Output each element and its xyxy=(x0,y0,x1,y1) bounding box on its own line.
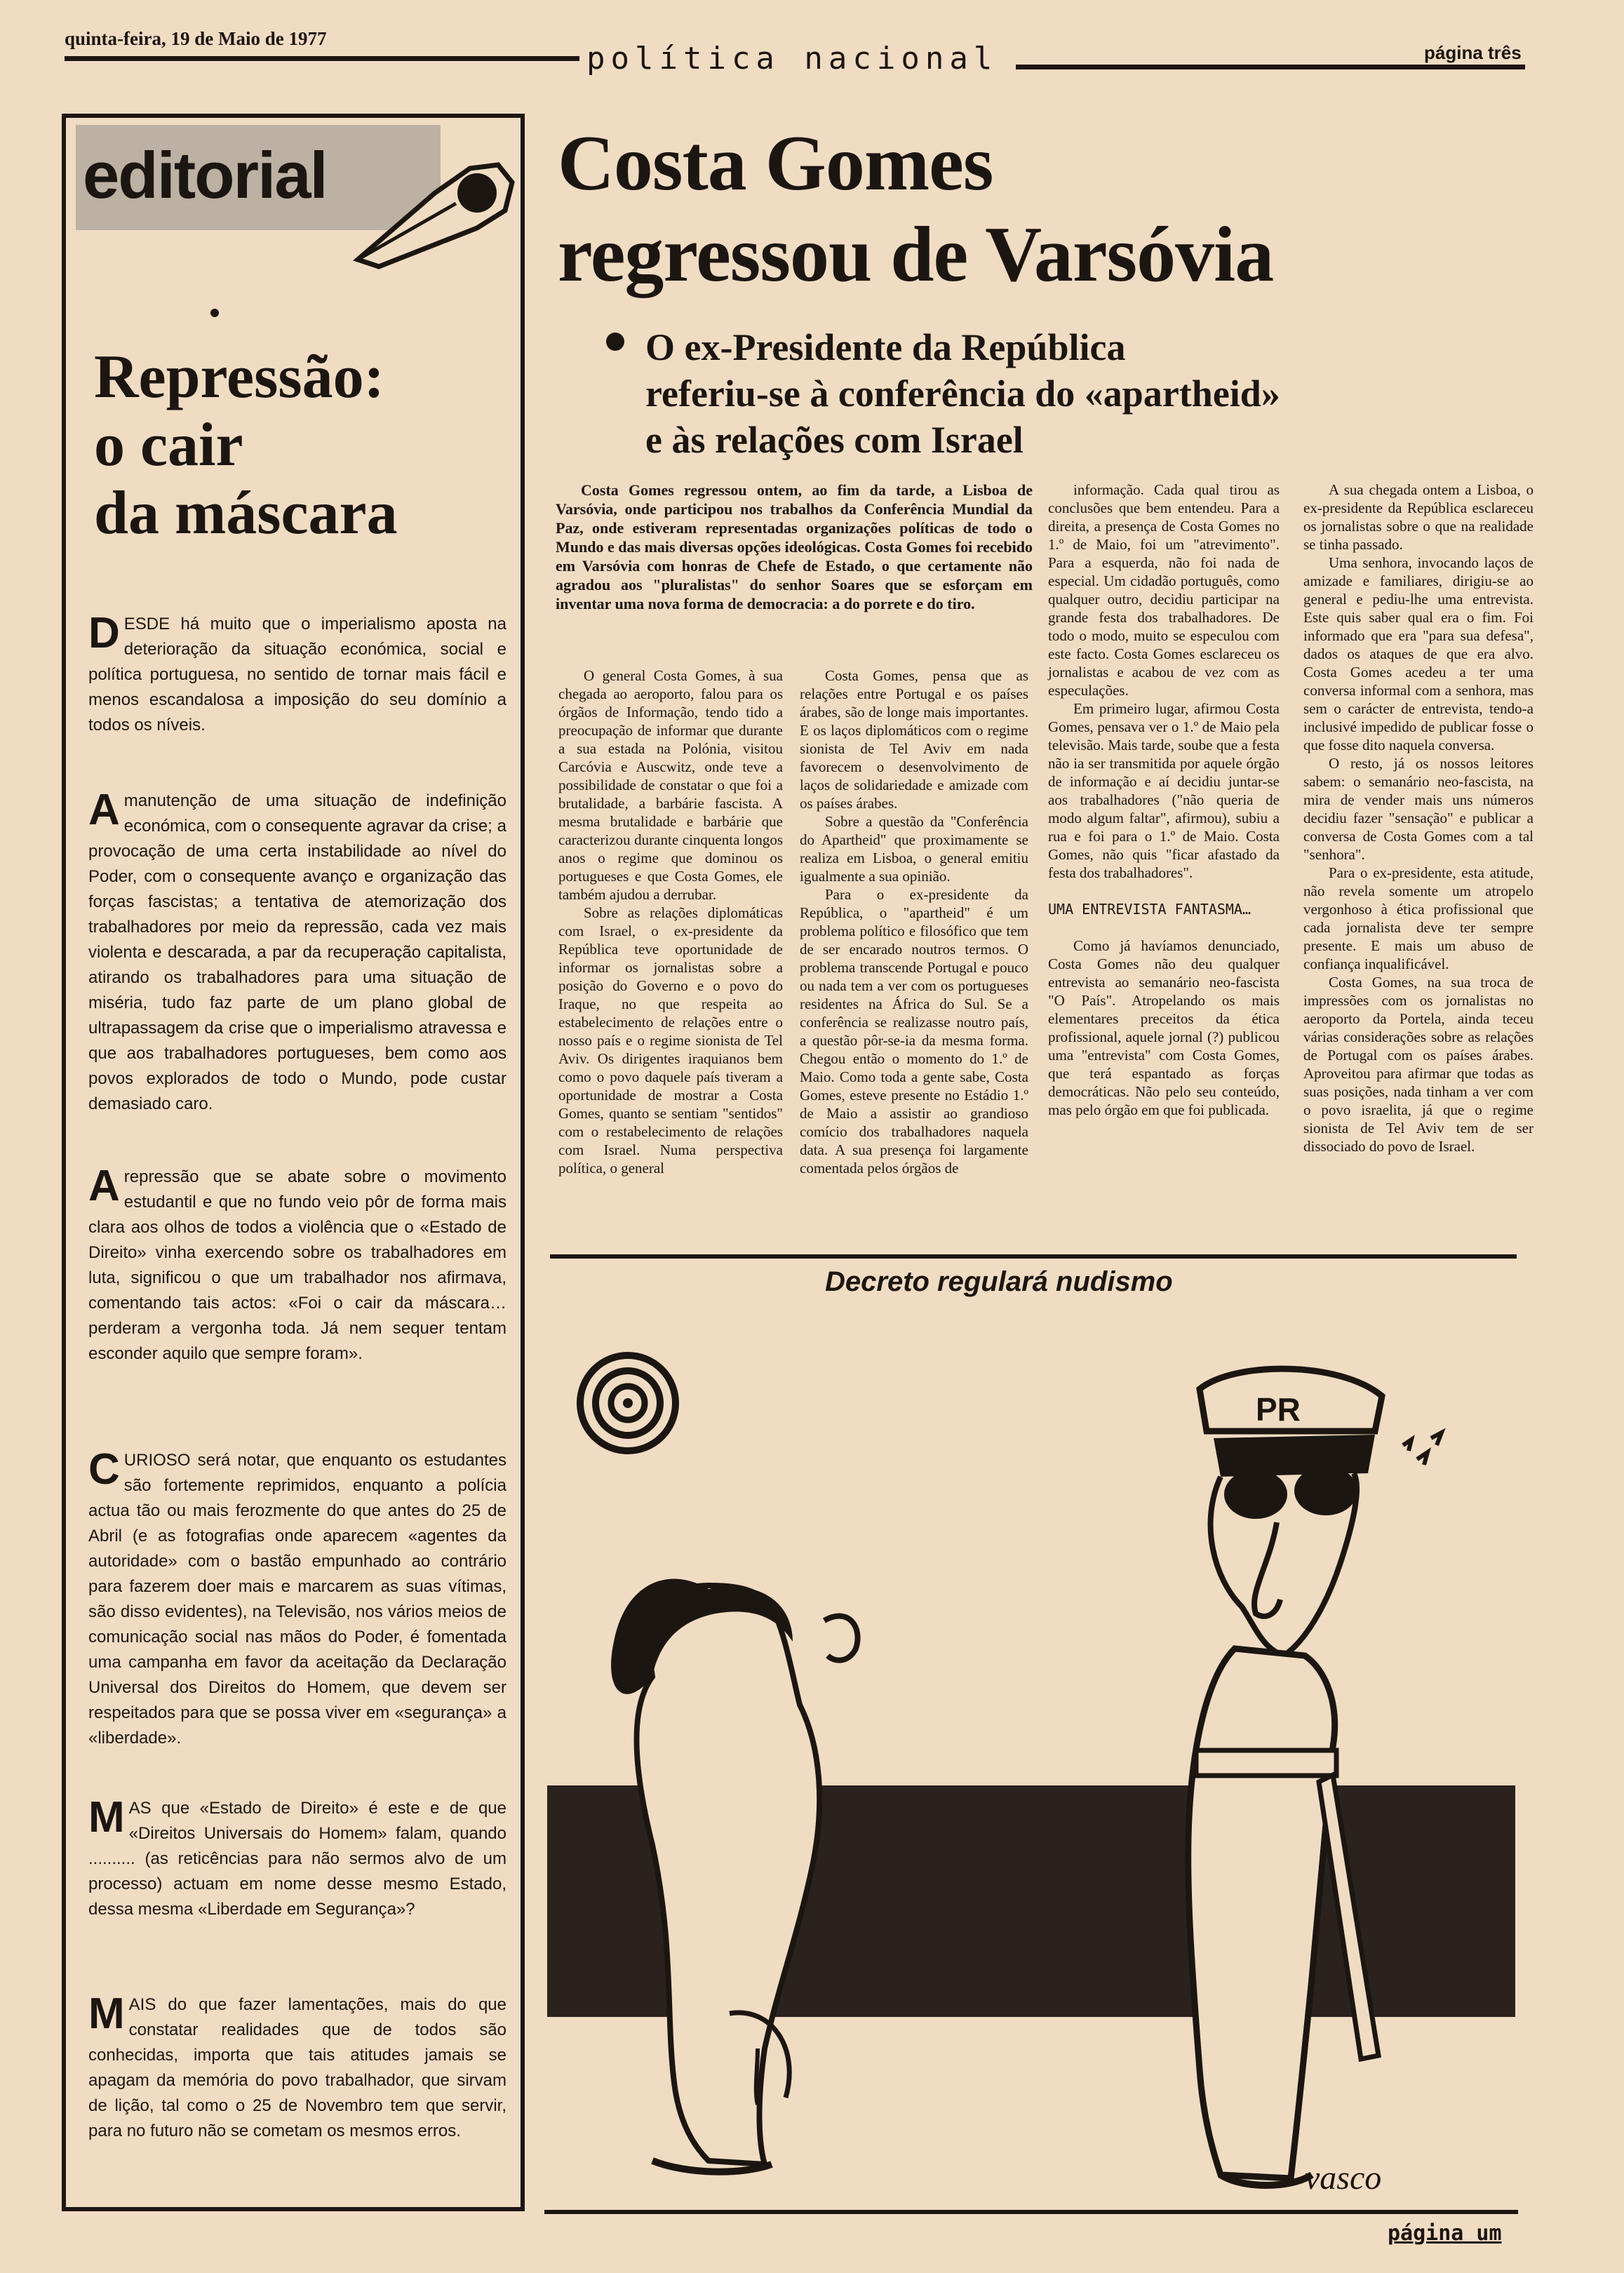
editorial-paragraph xyxy=(88,786,506,1117)
article-headline xyxy=(558,118,1554,300)
editorial-title-line: da máscara xyxy=(94,478,398,547)
subhead-line: O ex-Presidente da República xyxy=(645,326,1126,368)
headline-line: regressou de Varsóvia xyxy=(558,211,1274,298)
subhead-line: referiu-se à conferência do «apartheid» xyxy=(645,373,1280,415)
column-paragraph: Costa Gomes, pensa que as relações entre Portugal e os países árabes, são de longe mais importantes. E os laços diplomáticos com o regime sionista de Tel Aviv em nada favorecem o desenvolvimento de laços de solidariedade e amizade com os países árabes. xyxy=(800,667,1028,812)
drop-cap: D xyxy=(88,609,120,657)
cap-badge: PR xyxy=(1256,1391,1301,1428)
artist-signature: vasco xyxy=(1305,2159,1382,2196)
editorial-title xyxy=(94,344,473,547)
target-icon xyxy=(580,1355,676,1451)
column-paragraph: Sobre as relações diplomáticas com Israel, o ex-presidente da República teve oportunidade de informar os jornalistas sobre a posição do Governo e o povo do Iraque, no que respeita ao estabelecimento de relações entre o nosso país e o regime sionista de Tel Aviv. Os dirigentes iraquianos bem como o povo daquele país tiveram a oportunidade de mostrar a Costa Gomes, quanto se sentiam "sentidos" com o restabelecimento de relações com Israel. Numa perspectiva política, o general xyxy=(558,904,783,1176)
article-column-1 xyxy=(558,666,783,1177)
column-paragraph: Uma senhora, invocando laços de amizade e familiares, dirigiu-se ao general e pediu-lhe uma entrevista. Este quis saber qual era o fim. Foi informado que era "para sua defesa", dados os ataques de que era alvo. Costa Gomes acedeu a ter uma conversa informal com a senhora, mas sem o carácter de entrevista, tendo-a inclusivé impedido de publicar fosse o que fosse dito naquela conversa. xyxy=(1303,554,1534,753)
article-column-3 xyxy=(1048,481,1280,1119)
editorial-paragraph xyxy=(88,1445,506,1751)
pen-nib-icon xyxy=(351,126,547,281)
subhead-line: e às relações com Israel xyxy=(645,419,1024,461)
column-paragraph: Em primeiro lugar, afirmou Costa Gomes, pensava ver o 1.º de Maio pela televisão. Mais tarde, soube que a festa não ia ser transmitida por aquele órgão de informação e aí decidiu juntar-se aos trabalhadores ("não queria de modo algum faltar", afirmou), subiu a rua e foi para o 1.º de Maio. Costa Gomes, não quis "ficar afastado da festa dos trabalhadores". xyxy=(1048,700,1280,881)
page-bottom-rule xyxy=(544,2210,1518,2214)
drop-cap: M xyxy=(88,1793,125,1842)
drop-cap: A xyxy=(88,786,120,834)
lead-text: Costa Gomes regressou ontem, ao fim da tarde, a Lisboa de Varsóvia, onde participou nos trabalhos da Conferência Mundial da Paz, onde estiveram representadas organizações políticas de todo o Mundo e das mais diversas opções ideológicas. Costa Gomes foi recebido em Varsóvia com honras de Chefe de Estado, o que certamente não agradou aos "pluralistas" do senhor Soares que se esforçam em inventar uma nova forma de democracia: a do porrete e do tiro. xyxy=(556,481,1033,612)
editorial-title-line: Repressão: xyxy=(94,343,384,411)
column-subtitle: UMA ENTREVISTA FANTASMA… xyxy=(1048,901,1251,918)
article-bottom-rule xyxy=(550,1254,1517,1259)
editorial-label: editorial xyxy=(83,138,327,212)
paragraph-text: repressão que se abate sobre o movimento estudantil e que no fundo veio pôr de forma mais clara aos olhos de todos a violência que o «Estado de Direito» vinha exercendo sobre os trabalhadores em luta, significou o que um trabalhador nos afirmava, comentando tais actos: «Foi o cair da máscara… perderam a vergonha toda. Já nem sequer tentam esconder aquilo que sempre foram». xyxy=(88,1167,506,1363)
editorial-paragraph xyxy=(88,1992,506,2144)
column-paragraph: O general Costa Gomes, à sua chegada ao aeroporto, falou para os órgãos de Informação, tendo tido a preocupação de informar que durante a sua estada na Polónia, visitou Carcóvia e Auscwitz, onde teve a possibilidade de constatar o que foi a brutalidade, a barbárie fascista. A mesma brutalidade e barbárie que caracterizou durante cinquenta longos anos o regime que dominou os portugueses e que Costa Gomes, ele também ajudou a derrubar. xyxy=(558,667,783,903)
cartoon-illustration xyxy=(547,1312,1515,2196)
article-column-2 xyxy=(800,666,1028,1177)
ink-drop xyxy=(210,309,219,317)
article-subhead xyxy=(603,324,1557,463)
column-paragraph: Sobre a questão da "Conferência do Apartheid" que proximamente se realiza em Lisboa, o general emitiu igualmente a sua opinião. xyxy=(800,813,1028,885)
drop-cap: M xyxy=(88,1990,125,2038)
column-paragraph: Costa Gomes, na sua troca de impressões com os jornalistas no aeroporto da Portela, ainda teceu várias considerações sobre as relações de Portugal com os países árabes. Aproveitou para afirmar que todas as suas posições, nada tinham a ver com o povo israelita, já que o regime sionista de Tel Aviv tem de ser dissociado do povo de Israel. xyxy=(1303,974,1534,1155)
drop-cap: A xyxy=(88,1162,120,1210)
column-paragraph: Para o ex-presidente, esta atitude, não revela somente um atropelo vergonhoso à ética profissional que cada jornalista deve ter sempre presente. E mais um abuso de confiança inqualificável. xyxy=(1303,864,1534,972)
column-paragraph: O resto, já os nossos leitores sabem: o semanário neo-fascista, na mira de vender mais uns números decidiu fazer "sensação" e publicar a conversa de Costa Gomes com a tal "senhora". xyxy=(1303,755,1534,863)
editorial-paragraph xyxy=(88,1793,506,1922)
header-rule-left xyxy=(65,56,579,61)
headline-line: Costa Gomes xyxy=(558,120,993,207)
article-column-4 xyxy=(1303,481,1534,1155)
paragraph-text: URIOSO será notar, que enquanto os estudantes são fortemente reprimidos, enquanto a polícia actua tão ou mais ferozmente do que antes do 25 de Abril (e as fotografias onde aparecem «agentes da autoridade» com o bastão empunhado ao contrário para fazerem doer mais e marcarem as suas vítimas, são disso evidentes), na Televisão, nos vários meios de comunicação social nas mãos do Poder, é fomentada uma campanha em favor da aceitação da Declaração Universal dos Direitos do Homem, que devem ser respeitados para que se possa viver em «segurança» a «liberdade». xyxy=(88,1451,506,1748)
column-paragraph: A sua chegada ontem a Lisboa, o ex-presidente da República esclareceu os jornalistas sobre o que na realidade se tinha passado. xyxy=(1303,481,1534,553)
header-date: quinta-feira, 19 de Maio de 1977 xyxy=(65,28,327,49)
paragraph-text: AIS do que fazer lamentações, mais do que constatar realidades que de todos são conhecidas, importa que tais atitudes jamais se apagam da memória do povo trabalhador, que sirvam de lição, tal como o 25 de Novembro tem que servir, para no futuro não se cometam os mesmos erros. xyxy=(88,1995,506,2140)
article-lead xyxy=(556,481,1033,613)
column-paragraph: Como já havíamos denunciado, Costa Gomes não deu qualquer entrevista ao semanário neo-fascista "O País". Atropelando os mais elementares preceitos da ética profissional, aquele jornal (?) publicou uma "entrevista" com Costa Gomes, que terá espantado as forças democráticas. Não pelo seu conteúdo, mas pelo órgão em que foi publicada. xyxy=(1048,937,1280,1118)
section-title: política nacional xyxy=(586,41,998,76)
policeman-figure xyxy=(1188,1369,1442,2185)
column-paragraph: Para o ex-presidente da República, o "apartheid" é um problema político e filosófico que tem de ser encarado noutros termos. O problema transcende Portugal e pouco ou nada tem a ver com os portugueses residentes na África do Sul. Se a conferência se realizasse noutro país, a questão pôr-se-ia da mesma forma. Chegou então o momento do 1.º de Maio. Como toda a gente sabe, Costa Gomes, esteve presente no Estádio 1.º de Maio a assistir ao grandioso comício dos trabalhadores naquela data. A sua presença foi largamente comentada pelos órgãos de xyxy=(800,886,1028,1176)
paragraph-text: manutenção de uma situação de indefinição económica, com o consequente agravar da crise; a provocação de uma certa instabilidade ao nível do Poder, com o consequente avanço e organização das forças fascistas; a tentativa de atemorização dos trabalhadores por meio da repressão, cada vez mais violenta e descarada, a par da recuperação capitalista, atirando os trabalhadores para uma situação de miséria, tudo faz parte de um plano global de ultrapassagem da crise que o imperialismo atravessa e que aos trabalhadores portugueses, bem como aos povos explorados de todo o Mundo, pode custar demasiado caro. xyxy=(88,791,506,1113)
editorial-paragraph xyxy=(88,1162,506,1367)
paragraph-text: ESDE há muito que o imperialismo aposta na deterioração da situação económica, social e política portuguesa, no sentido de tornar mais fácil e menos escandalosa a imposição do seu domínio a todos os níveis. xyxy=(88,615,506,735)
editorial-title-line: o cair xyxy=(94,410,243,479)
header-rule-right xyxy=(1016,65,1525,69)
column-paragraph: informação. Cada qual tirou as conclusões que bem entendeu. Para a direita, a presença de Costa Gomes no 1.º de Maio, foi um "atrevimento". Para a esquerda, não foi nada de especial. Um cidadão português, como qualquer outro, decidiu participar na grande festa dos trabalhadores. De todo o modo, muito se especulou com este facto. Costa Gomes esclareceu os jornalistas e acabou de vez com as especulações. xyxy=(1048,481,1280,699)
drop-cap: C xyxy=(88,1445,120,1494)
editorial-paragraph xyxy=(88,609,506,738)
paragraph-text: AS que «Estado de Direito» é este e de que «Direitos Universais do Homem» falam, quando .......... (as reticências para não sermos alvo de um processo) actuam em nome desse mesmo Estado, dessa mesma «Liberdade em Segurança»? xyxy=(88,1799,506,1919)
next-page-label: página um xyxy=(1388,2221,1502,2246)
cartoon-title: Decreto regulará nudismo xyxy=(825,1266,1173,1297)
page-label: página três xyxy=(1424,42,1522,63)
